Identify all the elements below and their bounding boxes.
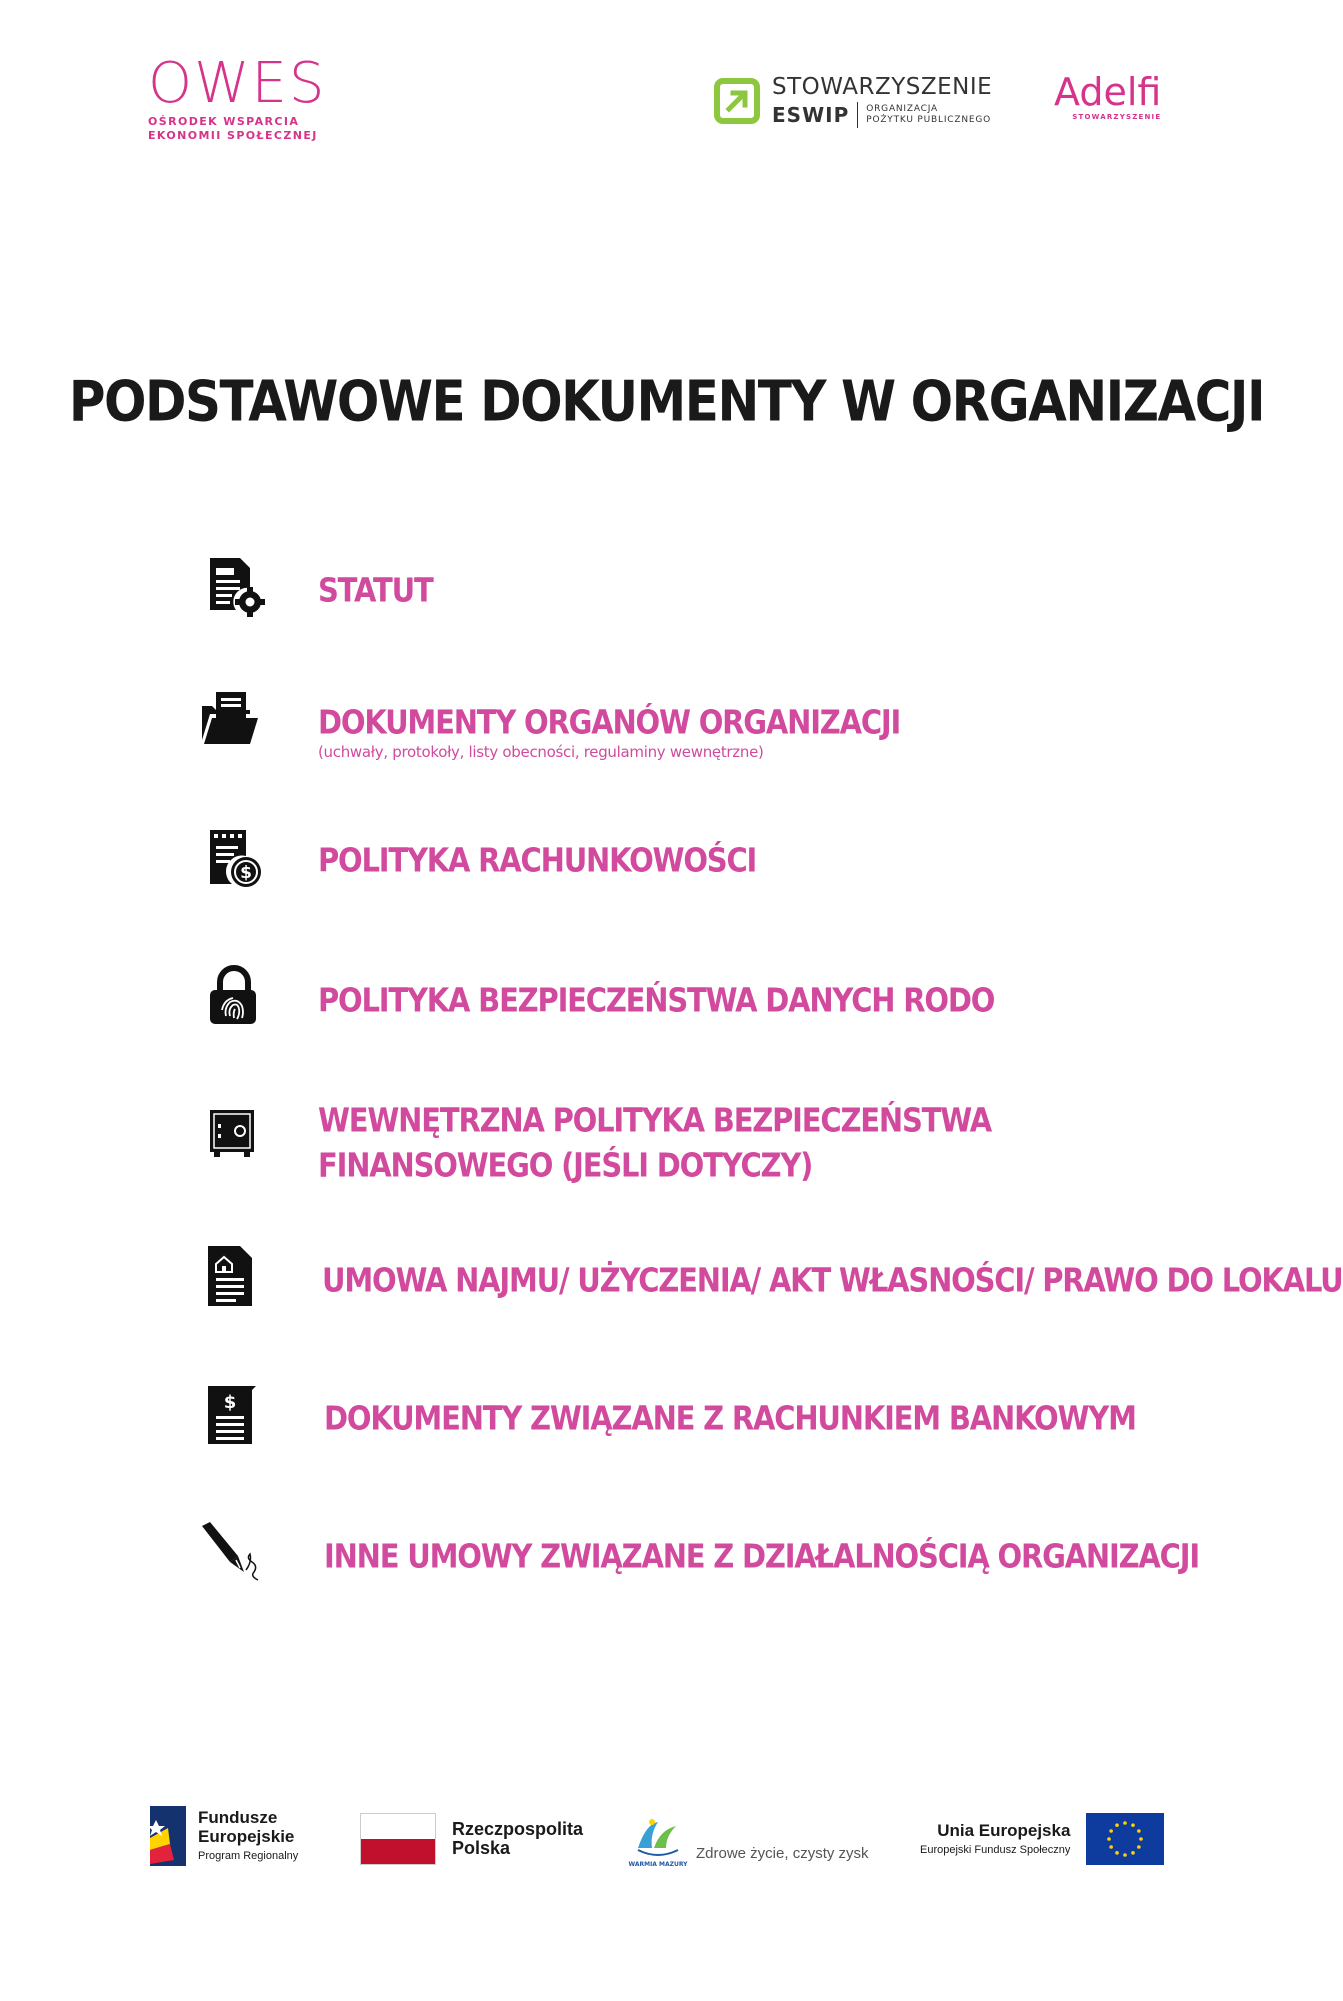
warmia-mazury-logo bbox=[628, 1814, 869, 1868]
item-label-rachunek-bankowy: DOKUMENTY ZWIĄZANE Z RACHUNKIEM BANKOWYM bbox=[324, 1399, 1136, 1438]
item-label-dokumenty-organow: DOKUMENTY ORGANÓW ORGANIZACJI bbox=[318, 703, 901, 742]
svg-text:$: $ bbox=[240, 863, 252, 883]
document-gear-icon bbox=[206, 556, 264, 618]
arrow-up-right-square-icon bbox=[714, 78, 760, 124]
fundusze-europejskie-logo bbox=[148, 1804, 298, 1868]
warmia-mazury-slogan: Zdrowe życie, czysty zysk bbox=[696, 1845, 869, 1862]
eu-star-icon bbox=[1124, 1853, 1128, 1857]
eu-star-icon bbox=[1137, 1829, 1141, 1833]
adelfi-logo bbox=[1054, 72, 1161, 121]
eu-flag-icon bbox=[1086, 1813, 1164, 1865]
eswip-logo-name: ESWIP bbox=[772, 103, 850, 127]
dollar-document-icon bbox=[206, 1384, 264, 1446]
warmia-mazury-logo-text: WARMIA MAZURY bbox=[628, 1861, 688, 1868]
safe-icon bbox=[206, 1102, 264, 1164]
ue-line-1: Unia Europejska bbox=[937, 1821, 1071, 1840]
item-label-polityka-rodo: POLITYKA BEZPIECZEŃSTWA DANYCH RODO bbox=[318, 981, 995, 1020]
eswip-logo-description: ORGANIZACJA POŻYTKU PUBLICZNEGO bbox=[866, 104, 991, 125]
owes-logo-subtitle-2: EKONOMII SPOŁECZNEJ bbox=[148, 129, 318, 142]
eu-star-icon bbox=[1110, 1845, 1114, 1849]
item-label-statut: STATUT bbox=[318, 571, 433, 610]
eu-star-icon bbox=[1116, 1823, 1120, 1827]
ue-line-2: Europejski Fundusz Społeczny bbox=[920, 1844, 1071, 1856]
adelfi-logo-subtitle: STOWARZYSZENIE bbox=[1072, 113, 1162, 121]
eu-star-icon bbox=[1140, 1837, 1144, 1841]
item-label-polityka-finansowa-2: FINANSOWEGO (JEŚLI DOTYCZY) bbox=[318, 1146, 813, 1185]
item-label-polityka-rachunkowosci: POLITYKA RACHUNKOWOŚCI bbox=[318, 841, 757, 880]
folder-documents-icon bbox=[200, 688, 258, 750]
receipt-dollar-icon bbox=[206, 828, 264, 890]
eswip-logo-divider bbox=[857, 102, 858, 128]
eu-star-icon bbox=[1108, 1837, 1112, 1841]
eu-star-icon bbox=[1132, 1823, 1136, 1827]
item-label-umowa-najmu: UMOWA NAJMU/ UŻYCZENIA/ AKT WŁASNOŚCI/ PRAWO DO LOKALU bbox=[322, 1261, 1343, 1300]
page-title: PODSTAWOWE DOKUMENTY W ORGANIZACJI bbox=[68, 369, 1265, 435]
eu-star-icon bbox=[1124, 1821, 1128, 1825]
owes-logo bbox=[148, 51, 327, 143]
adelfi-logo-word: Adelfi bbox=[1054, 70, 1162, 114]
eu-star-icon bbox=[1137, 1845, 1141, 1849]
unia-europejska-logo bbox=[920, 1813, 1164, 1865]
house-document-icon bbox=[206, 1244, 264, 1306]
fountain-pen-signature-icon bbox=[200, 1522, 258, 1584]
fe-line-3: Program Regionalny bbox=[198, 1850, 299, 1862]
warmia-mazury-mark-icon bbox=[628, 1814, 688, 1868]
polish-flag-icon bbox=[360, 1813, 436, 1865]
item-label-inne-umowy: INNE UMOWY ZWIĄZANE Z DZIAŁALNOŚCIĄ ORGANIZACJI bbox=[324, 1537, 1199, 1576]
svg-text:$: $ bbox=[223, 1392, 237, 1413]
padlock-fingerprint-icon bbox=[206, 964, 264, 1026]
fe-line-1: Fundusze bbox=[198, 1808, 278, 1827]
owes-logo-word: OWES bbox=[148, 51, 327, 116]
rp-line-1: Rzeczpospolita bbox=[452, 1819, 584, 1839]
eswip-logo-top: STOWARZYSZENIE bbox=[772, 74, 993, 100]
eswip-logo bbox=[714, 74, 992, 128]
eu-star-icon bbox=[1116, 1851, 1120, 1855]
fe-line-2: Europejskie bbox=[198, 1827, 295, 1846]
owes-logo-subtitle-1: OŚRODEK WSPARCIA bbox=[148, 115, 300, 128]
rp-line-2: Polska bbox=[452, 1838, 511, 1858]
fundusze-europejskie-mark-icon bbox=[148, 1804, 188, 1868]
rzeczpospolita-polska-logo bbox=[360, 1813, 583, 1865]
item-sublabel-dokumenty-organow: (uchwały, protokoły, listy obecności, regulaminy wewnętrzne) bbox=[318, 743, 764, 761]
eu-star-icon bbox=[1110, 1829, 1114, 1833]
item-label-polityka-finansowa-1: WEWNĘTRZNA POLITYKA BEZPIECZEŃSTWA bbox=[318, 1101, 991, 1140]
eu-star-icon bbox=[1132, 1851, 1136, 1855]
